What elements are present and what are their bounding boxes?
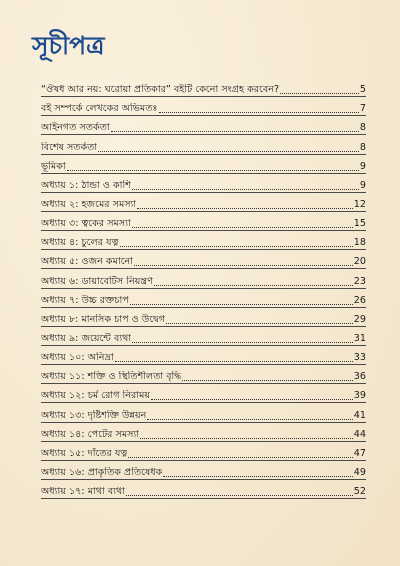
toc-entry-page-number: 15 xyxy=(353,218,366,230)
toc-dot-leader xyxy=(132,342,353,343)
toc-entry-label: অধ্যায় ১৩: দৃষ্টিশক্তি উন্নয়ন xyxy=(41,409,147,421)
toc-entry-page-number: 23 xyxy=(353,275,366,287)
toc-dot-leader xyxy=(147,419,352,420)
toc-entry-page-number: 36 xyxy=(353,371,366,383)
toc-entry-page-number: 44 xyxy=(353,428,366,440)
toc-entry-label: অধ্যায় ১২: চর্ম রোগ নিরাময় xyxy=(41,390,151,402)
toc-entry-label: অধ্যায় ১০: অনিদ্রা xyxy=(41,352,114,364)
toc-entry-17[interactable] xyxy=(41,384,366,403)
toc-entry-5[interactable] xyxy=(41,155,366,174)
toc-entry-8[interactable] xyxy=(41,212,366,231)
toc-entry-label: অধ্যায় ২: হজমের সমস্যা xyxy=(41,198,137,210)
toc-list xyxy=(41,78,366,499)
toc-entry-11[interactable] xyxy=(41,269,366,288)
toc-dot-leader xyxy=(130,304,353,305)
toc-entry-label: অধ্যায় ৬: ডায়াবেটিস নিয়ন্ত্রণ xyxy=(41,275,153,287)
toc-entry-2[interactable] xyxy=(41,97,366,116)
toc-entry-underline xyxy=(41,498,366,499)
toc-entry-13[interactable] xyxy=(41,308,366,327)
toc-dot-leader xyxy=(137,208,353,209)
toc-entry-page-number: 52 xyxy=(353,486,366,498)
toc-entry-label: অধ্যায় ১৫: দাঁতের যত্ন xyxy=(41,447,128,459)
toc-entry-10[interactable] xyxy=(41,250,366,269)
toc-entry-page-number: 47 xyxy=(353,447,366,459)
toc-entry-7[interactable] xyxy=(41,193,366,212)
page-title: সূচীপত্র xyxy=(32,31,105,60)
toc-entry-21[interactable] xyxy=(41,461,366,480)
toc-entry-page-number: 8 xyxy=(359,141,366,153)
toc-entry-label: অধ্যায় ৫: ওজন কমানো xyxy=(41,256,134,268)
toc-dot-leader xyxy=(154,285,353,286)
toc-entry-label: বিশেষ সতর্কতা xyxy=(41,141,98,153)
toc-entry-label: বই সম্পর্কে লেখকের অভিমতঃ xyxy=(41,103,158,115)
toc-entry-label: অধ্যায় ৪: চুলের যত্ন xyxy=(41,237,119,249)
toc-dot-leader xyxy=(111,131,359,132)
toc-entry-label: অধ্যায় ৮: মানসিক চাপ ও উদ্বেগ xyxy=(41,313,166,325)
toc-dot-leader xyxy=(140,438,353,439)
toc-entry-page-number: 9 xyxy=(359,160,366,172)
toc-entry-15[interactable] xyxy=(41,346,366,365)
toc-entry-label: অধ্যায় ১৭: মাথা ব্যথা xyxy=(41,486,125,498)
toc-entry-20[interactable] xyxy=(41,442,366,461)
toc-dot-leader xyxy=(151,399,353,400)
toc-entry-page-number: 41 xyxy=(353,409,366,421)
toc-entry-label: অধ্যায় ৩: ত্বকের সমস্যা xyxy=(41,218,131,230)
toc-dot-leader xyxy=(98,151,359,152)
toc-dot-leader xyxy=(132,227,353,228)
toc-entry-19[interactable] xyxy=(41,423,366,442)
toc-entry-14[interactable] xyxy=(41,327,366,346)
toc-entry-4[interactable] xyxy=(41,135,366,154)
toc-entry-page-number: 9 xyxy=(359,179,366,191)
toc-dot-leader xyxy=(67,170,359,171)
toc-dot-leader xyxy=(166,323,353,324)
toc-entry-page-number: 26 xyxy=(353,294,366,306)
toc-dot-leader xyxy=(134,265,353,266)
toc-entry-label: অধ্যায় ১৪: পেটের সমস্যা xyxy=(41,428,140,440)
toc-dot-leader xyxy=(128,457,352,458)
toc-dot-leader xyxy=(159,112,359,113)
toc-entry-3[interactable] xyxy=(41,116,366,135)
toc-entry-label: অধ্যায় ১: ঠান্ডা ও কাশি xyxy=(41,179,131,191)
toc-entry-12[interactable] xyxy=(41,289,366,308)
toc-entry-9[interactable] xyxy=(41,231,366,250)
toc-dot-leader xyxy=(115,361,353,362)
toc-entry-16[interactable] xyxy=(41,365,366,384)
toc-entry-label: অধ্যায় ৯: জয়েন্টে ব্যথা xyxy=(41,332,132,344)
toc-entry-page-number: 39 xyxy=(353,390,366,402)
toc-entry-22[interactable] xyxy=(41,480,366,499)
toc-entry-page-number: 7 xyxy=(359,103,366,115)
toc-entry-page-number: 20 xyxy=(353,256,366,268)
toc-entry-label: অধ্যায় ৭: উচ্চ রক্তচাপ xyxy=(41,294,129,306)
toc-dot-leader xyxy=(163,476,352,477)
toc-entry-page-number: 18 xyxy=(353,237,366,249)
toc-entry-18[interactable] xyxy=(41,403,366,422)
toc-entry-label: ভূমিকা xyxy=(41,160,66,172)
toc-dot-leader xyxy=(120,246,353,247)
toc-entry-label: অধ্যায় ১৬: প্রাকৃতিক প্রতিষেধক xyxy=(41,466,163,478)
toc-dot-leader xyxy=(132,189,359,190)
toc-entry-label: আইনগত সতর্কতা xyxy=(41,122,110,134)
toc-entry-page-number: 33 xyxy=(353,352,366,364)
toc-entry-1[interactable] xyxy=(41,78,366,97)
toc-entry-page-number: 49 xyxy=(353,466,366,478)
toc-entry-page-number: 12 xyxy=(353,198,366,210)
toc-entry-label: “ঔষধ আর নয়: ঘরোয়া প্রতিকার” বইটি কেনো সংগ্রহ করবেন? xyxy=(41,84,280,96)
toc-entry-page-number: 29 xyxy=(353,313,366,325)
toc-dot-leader xyxy=(126,495,353,496)
toc-entry-page-number: 5 xyxy=(359,84,366,96)
toc-entry-label: অধ্যায় ১১: শক্তি ও স্থিতিশীলতা বৃদ্ধি xyxy=(41,371,182,383)
toc-dot-leader xyxy=(182,380,352,381)
toc-entry-6[interactable] xyxy=(41,174,366,193)
toc-entry-page-number: 8 xyxy=(359,122,366,134)
toc-entry-page-number: 31 xyxy=(353,332,366,344)
toc-dot-leader xyxy=(280,93,359,94)
